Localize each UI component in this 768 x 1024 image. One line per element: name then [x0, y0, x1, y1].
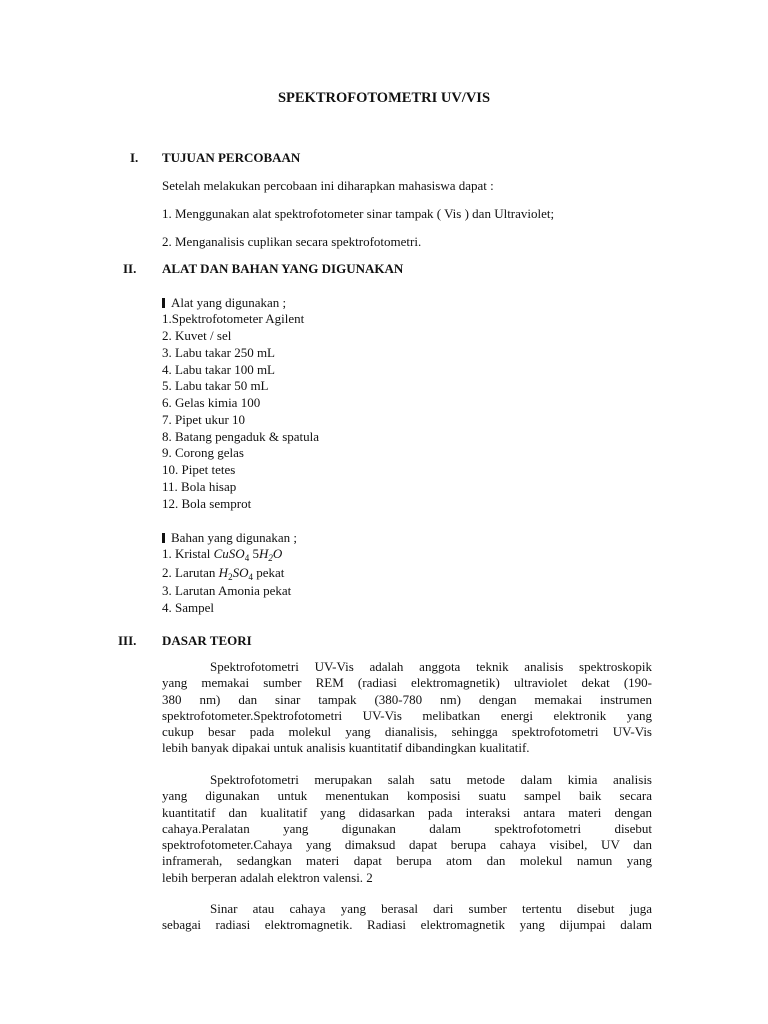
- bahan-subheading: [162, 530, 297, 547]
- section-heading-alat-bahan: ALAT DAN BAHAN YANG DIGUNAKAN: [162, 261, 404, 276]
- alat-item: 1.Spektrofotometer Agilent: [162, 311, 305, 326]
- paragraph-line: Spektrofotometri merupakan salah satu metode dalam kimia analisis: [210, 772, 652, 787]
- paragraph-line: spektrofotometer.Cahaya yang dimaksud dapat berupa cahaya visibel, UV dan: [162, 837, 652, 853]
- paragraph-line: Spektrofotometri UV-Vis adalah anggota teknik analisis spektroskopik: [210, 659, 652, 674]
- alat-item: 10. Pipet tetes: [162, 462, 236, 477]
- alat-item: 12. Bola semprot: [162, 496, 252, 511]
- paragraph-line: lebih banyak dipakai untuk analisis kuantitatif dibandingkan kualitatif.: [162, 740, 530, 756]
- alat-subheading-text: Alat yang digunakan ;: [171, 295, 287, 310]
- formula-part: O: [272, 546, 283, 561]
- page-title: SPEKTROFOTOMETRI UV/VIS: [277, 90, 491, 106]
- paragraph-line: spektrofotometer.Spektrofotometri UV-Vis melibatkan energi elektronik yang: [162, 707, 652, 723]
- bahan-item-3: 3. Larutan Amonia pekat: [162, 583, 292, 598]
- formula-part: SO: [232, 565, 249, 580]
- bullet-marker-icon: [162, 298, 165, 308]
- paragraph-line: yang digunakan untuk menentukan komposisi suatu sampel baik secara: [162, 788, 652, 804]
- alat-subheading: [162, 295, 286, 312]
- alat-item: 5. Labu takar 50 mL: [162, 378, 269, 393]
- teori-paragraph-3: [162, 901, 652, 934]
- alat-item: 8. Batang pengaduk & spatula: [162, 429, 320, 444]
- alat-item: 11. Bola hisap: [162, 479, 237, 494]
- teori-paragraph-1: [162, 659, 652, 757]
- alat-item: 3. Labu takar 250 mL: [162, 345, 275, 360]
- bahan-item-2: [162, 565, 284, 582]
- paragraph-line: cukup besar pada molekul yang dianalisis, sehingga spektrofotometri UV-Vis: [162, 724, 652, 740]
- formula-part: H: [218, 565, 229, 580]
- formula-part: H: [258, 546, 269, 561]
- alat-item: 6. Gelas kimia 100: [162, 395, 261, 410]
- bahan-item-4: 4. Sampel: [162, 600, 214, 615]
- teori-paragraph-2: [162, 772, 652, 886]
- paragraph-line: yang memakai sumber REM (radiasi elektromagnetik) ultraviolet dekat (190-: [162, 675, 652, 691]
- formula-coefficient: 5: [249, 546, 259, 561]
- alat-item: 7. Pipet ukur 10: [162, 412, 246, 427]
- section-heading-dasar-teori: DASAR TEORI: [162, 633, 252, 648]
- paragraph-line: inframerah, sedangkan materi dapat berupa atom dan molekul namun yang: [162, 853, 652, 869]
- alat-item: 2. Kuvet / sel: [162, 328, 232, 343]
- tujuan-item-2: 2. Menganalisis cuplikan secara spektrofotometri.: [162, 234, 422, 249]
- paragraph-line: Sinar atau cahaya yang berasal dari sumber tertentu disebut juga: [210, 901, 652, 916]
- section-number-2: II.: [123, 261, 137, 276]
- paragraph-line: kuantitatif dan kualitatif yang didasarkan pada interaksi antara materi dengan: [162, 804, 652, 820]
- section-heading-tujuan: TUJUAN PERCOBAAN: [162, 150, 301, 165]
- alat-item: 4. Labu takar 100 mL: [162, 362, 275, 377]
- formula-subscript: 4: [244, 553, 250, 563]
- bullet-marker-icon: [162, 533, 165, 543]
- formula-subscript: 4: [248, 572, 253, 582]
- bahan-item-2-suffix: pekat: [252, 565, 285, 580]
- bahan-item-1: [162, 546, 282, 563]
- bahan-item-2-prefix: 2. Larutan: [162, 565, 219, 580]
- formula-subscript: 2: [268, 553, 273, 563]
- formula-subscript: 2: [228, 572, 233, 582]
- section-number-3: III.: [118, 633, 137, 648]
- paragraph-line: cahaya.Peralatan yang digunakan dalam spektrofotometri disebut: [162, 820, 652, 836]
- section-number-1: I.: [130, 150, 139, 165]
- bahan-item-1-prefix: 1. Kristal: [162, 546, 214, 561]
- bahan-subheading-text: Bahan yang digunakan ;: [171, 530, 297, 545]
- formula-part: CuSO: [213, 546, 245, 561]
- paragraph-line: lebih berperan adalah elektron valensi. 2: [162, 869, 373, 885]
- alat-item: 9. Corong gelas: [162, 445, 244, 460]
- paragraph-line: 380 nm) dan sinar tampak (380-780 nm) dengan memakai instrumen: [162, 691, 652, 707]
- tujuan-item-1: 1. Menggunakan alat spektrofotometer sinar tampak ( Vis ) dan Ultraviolet;: [162, 206, 555, 221]
- paragraph-line: sebagai radiasi elektromagnetik. Radiasi elektromagnetik yang dijumpai dalam: [162, 917, 652, 933]
- tujuan-intro: Setelah melakukan percobaan ini diharapkan mahasiswa dapat :: [162, 178, 494, 193]
